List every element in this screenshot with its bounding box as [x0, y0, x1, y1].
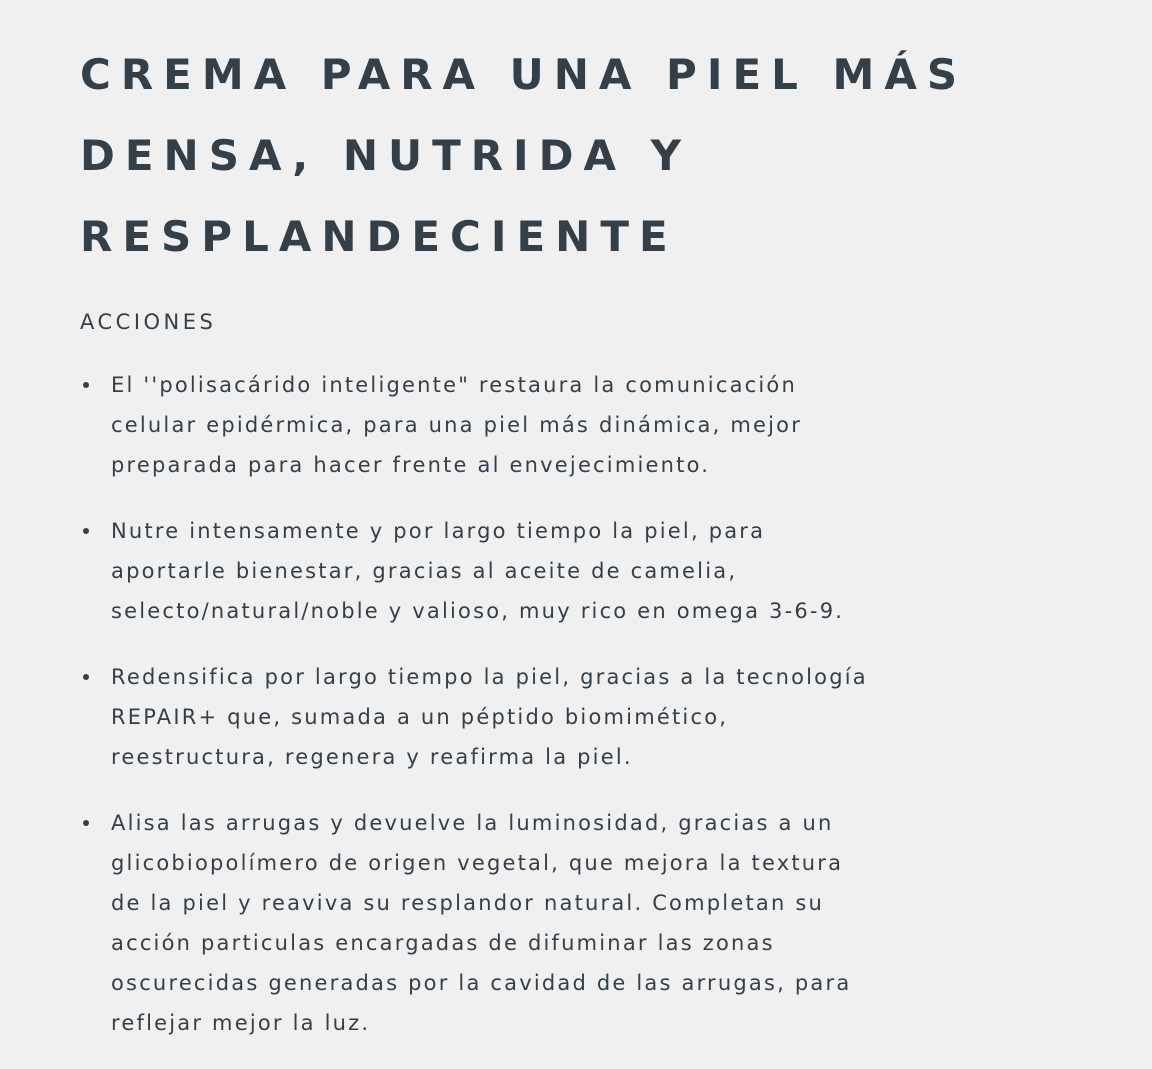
bullet-icon	[83, 528, 89, 534]
list-item	[80, 511, 1080, 631]
list-item-line: de la piel y reaviva su resplandor natural. Completan su	[111, 891, 824, 915]
list-item-line: selecto/natural/noble y valioso, muy rico en omega 3-6-9.	[111, 599, 845, 623]
bullet-icon	[83, 820, 89, 826]
section-heading-acciones: ACCIONES	[80, 310, 217, 334]
list-item-line: acción particulas encargadas de difuminar las zonas	[111, 931, 775, 955]
bullet-icon	[83, 382, 89, 388]
list-item-line: reestructura, regenera y reafirma la piel.	[111, 745, 633, 769]
product-description	[80, 34, 1080, 1069]
list-item-line: REPAIR+ que, sumada a un péptido biomimético,	[111, 705, 729, 729]
list-item-line: oscurecidas generadas por la cavidad de las arrugas, para	[111, 971, 852, 995]
list-item-line: Redensifica por largo tiempo la piel, gracias a la tecnología	[111, 665, 868, 689]
title-line: RESPLANDECIENTE	[80, 212, 678, 261]
page-title	[80, 34, 1080, 277]
list-item-line: glicobiopolímero de origen vegetal, que mejora la textura	[111, 851, 844, 875]
title-line: CREMA PARA UNA PIEL MÁS	[80, 50, 968, 99]
title-line: DENSA, NUTRIDA Y	[80, 131, 692, 180]
list-item	[80, 803, 1080, 1043]
actions-list	[80, 365, 1080, 1043]
bullet-icon	[83, 674, 89, 680]
list-item	[80, 657, 1080, 777]
list-item-line: Alisa las arrugas y devuelve la luminosidad, gracias a un	[111, 811, 834, 835]
list-item-line: El ''polisacárido inteligente" restaura la comunicación	[111, 373, 797, 397]
list-item	[80, 365, 1080, 485]
list-item-line: preparada para hacer frente al envejecimiento.	[111, 453, 711, 477]
list-item-line: reflejar mejor la luz.	[111, 1011, 371, 1035]
list-item-line: Nutre intensamente y por largo tiempo la piel, para	[111, 519, 766, 543]
list-item-line: aportarle bienestar, gracias al aceite de camelia,	[111, 559, 738, 583]
list-item-line: celular epidérmica, para una piel más dinámica, mejor	[111, 413, 803, 437]
